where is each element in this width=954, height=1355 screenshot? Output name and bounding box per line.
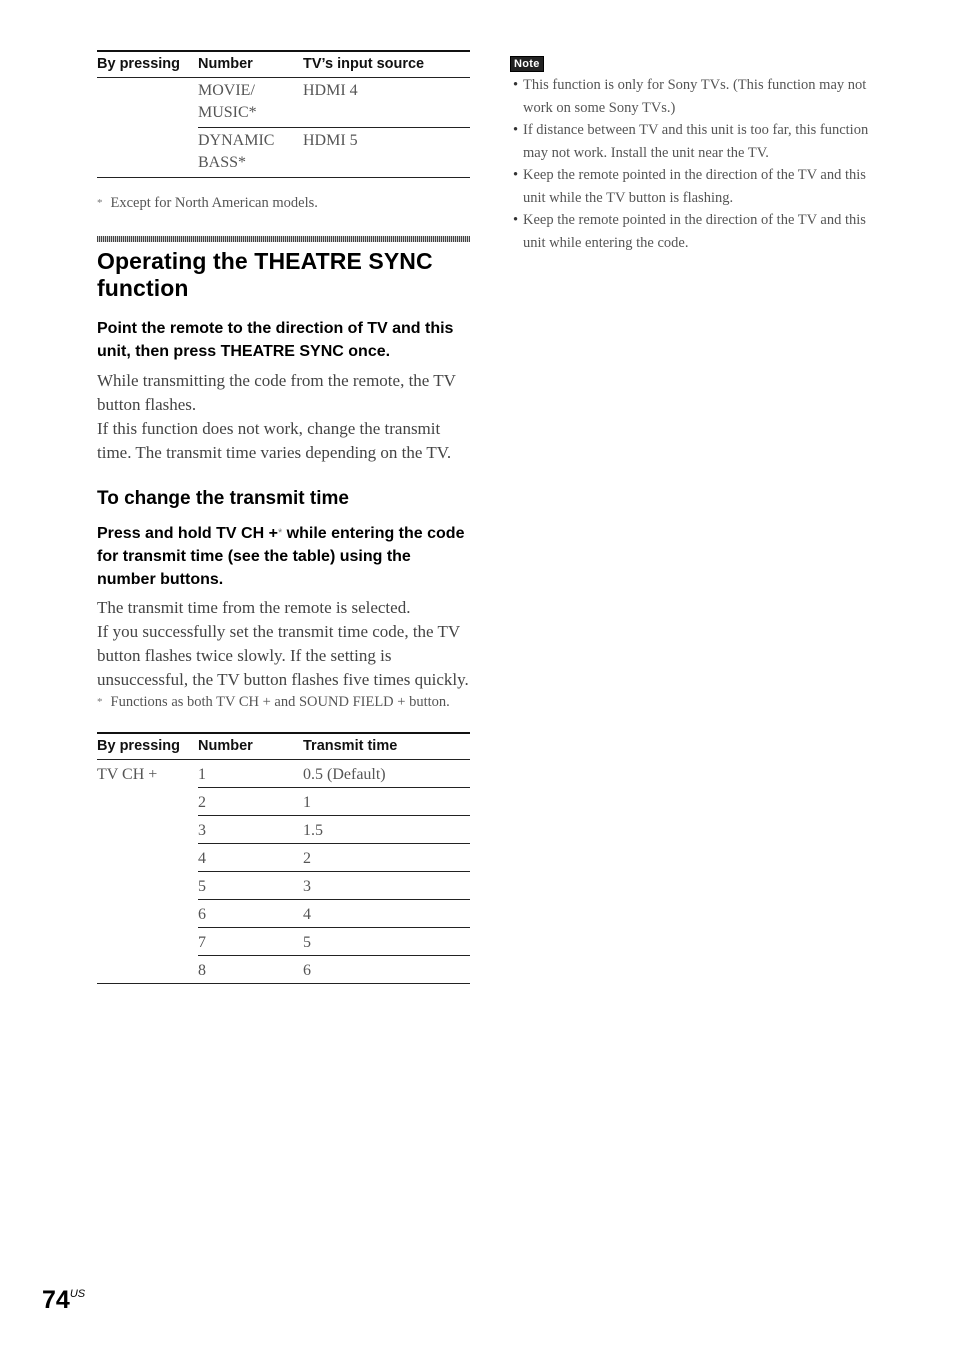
footnote-text: Except for North American models. xyxy=(110,195,318,211)
table1-cell-by-pressing xyxy=(97,78,198,128)
table2-cell-number: 7 xyxy=(198,928,303,956)
table2-cell-by-pressing xyxy=(97,928,198,956)
table2-header-number: Number xyxy=(198,733,303,760)
list-item xyxy=(510,209,880,254)
subsection-para-1: The transmit time from the remote is selected. xyxy=(97,598,411,617)
table2-cell-by-pressing xyxy=(97,844,198,872)
table1-header-by-pressing: By pressing xyxy=(97,51,198,78)
note-text: If distance between TV and this unit is too far, this function may not work. Install the unit near the TV. xyxy=(523,122,869,161)
transmit-time-table-body xyxy=(97,760,470,984)
footnote-text: Functions as both TV CH + and SOUND FIELD + button. xyxy=(110,694,450,710)
table1-cell-number xyxy=(198,128,303,178)
table1-cell-input-source: HDMI 4 xyxy=(303,78,470,128)
table2-cell-by-pressing xyxy=(97,872,198,900)
table2-header-transmit-time: Transmit time xyxy=(303,733,470,760)
section-instruction: Point the remote to the direction of TV and this unit, then press THEATRE SYNC once. xyxy=(97,320,454,360)
table2-cell-by-pressing: TV CH + xyxy=(97,766,158,783)
table2-cell-by-pressing xyxy=(97,956,198,984)
footnote-star: * xyxy=(97,696,103,708)
table2-cell-time: 6 xyxy=(303,956,470,984)
table2-cell-by-pressing xyxy=(97,900,198,928)
note-text: This function is only for Sony TVs. (This function may not work on some Sony TVs.) xyxy=(523,77,867,116)
section-para-2: If this function does not work, change the transmit time. The transmit time varies depending on the TV. xyxy=(97,419,452,462)
instruction-star: * xyxy=(277,527,283,539)
table-row xyxy=(97,872,470,900)
table2-cell-time: 1.5 xyxy=(303,816,470,844)
page-number-suffix: US xyxy=(69,1288,86,1300)
footnote-north-america xyxy=(97,193,470,214)
table2-cell-number: 4 xyxy=(198,844,303,872)
instruction-text: Press and hold TV CH + xyxy=(97,525,278,542)
note-text: Keep the remote pointed in the direction of the TV and this unit while the TV button is flashing. xyxy=(523,167,866,206)
table-row xyxy=(97,816,470,844)
input-source-table xyxy=(97,50,470,178)
table2-cell-number: 2 xyxy=(198,788,303,816)
footnote-tv-ch xyxy=(97,692,470,713)
table-row xyxy=(97,900,470,928)
left-column xyxy=(97,50,470,984)
bullet-icon: • xyxy=(513,212,519,228)
section-title xyxy=(97,248,470,302)
table2-header-by-pressing: By pressing xyxy=(97,733,198,760)
page-number xyxy=(42,1286,85,1315)
number-line: BASS* xyxy=(198,154,247,171)
number-line: MUSIC* xyxy=(198,104,257,121)
table-row xyxy=(97,844,470,872)
note-text: Keep the remote pointed in the direction of the TV and this unit while entering the code. xyxy=(523,212,866,251)
subsection-instruction xyxy=(97,522,470,591)
table2-cell-time: 5 xyxy=(303,928,470,956)
section-title-line1: Operating the THEATRE SYNC xyxy=(97,248,433,274)
bullet-icon: • xyxy=(513,167,519,183)
page-number-value: 74 xyxy=(42,1286,70,1314)
table1-cell-by-pressing xyxy=(97,128,198,178)
transmit-time-table xyxy=(97,732,470,984)
instruction-text: while entering the code for transmit time (see the table) using the number buttons. xyxy=(97,525,465,588)
table2-cell-number: 8 xyxy=(198,956,303,984)
table-row xyxy=(97,128,470,178)
note-badge: Note xyxy=(510,56,544,72)
table-row xyxy=(97,928,470,956)
table1-cell-input-source: HDMI 5 xyxy=(303,128,470,178)
bullet-icon: • xyxy=(513,122,519,138)
table1-header-number: Number xyxy=(198,51,303,78)
table-row xyxy=(97,788,470,816)
notes-list xyxy=(510,74,880,254)
table2-cell-time: 4 xyxy=(303,900,470,928)
list-item xyxy=(510,119,880,164)
bullet-icon: • xyxy=(513,77,519,93)
subsection-title: To change the transmit time xyxy=(97,488,349,509)
table2-cell-number: 1 xyxy=(198,760,303,788)
table2-cell-number: 6 xyxy=(198,900,303,928)
table2-cell-by-pressing xyxy=(97,816,198,844)
table2-cell-number: 5 xyxy=(198,872,303,900)
section-divider xyxy=(97,236,470,242)
table-row xyxy=(97,760,470,788)
section-title-line2: function xyxy=(97,275,189,301)
table2-cell-time: 3 xyxy=(303,872,470,900)
number-line: DYNAMIC xyxy=(198,132,275,149)
table1-header-input-source: TV’s input source xyxy=(303,51,470,78)
table2-cell-by-pressing xyxy=(97,788,198,816)
table2-cell-number: 3 xyxy=(198,816,303,844)
table-row xyxy=(97,956,470,984)
table2-cell-time: 1 xyxy=(303,788,470,816)
table2-cell-time: 2 xyxy=(303,844,470,872)
footnote-star: * xyxy=(97,197,103,209)
list-item xyxy=(510,74,880,119)
number-line: MOVIE/ xyxy=(198,82,255,99)
right-column xyxy=(510,54,880,254)
list-item xyxy=(510,164,880,209)
table-row xyxy=(97,78,470,128)
table1-cell-number xyxy=(198,78,303,128)
section-para-1: While transmitting the code from the remote, the TV button flashes. xyxy=(97,371,456,414)
subsection-para-2: If you successfully set the transmit time code, the TV button flashes twice slowly. If the setting is unsuccessful, the TV button flashes five times quickly. xyxy=(97,622,469,689)
table2-cell-time: 0.5 (Default) xyxy=(303,760,470,788)
